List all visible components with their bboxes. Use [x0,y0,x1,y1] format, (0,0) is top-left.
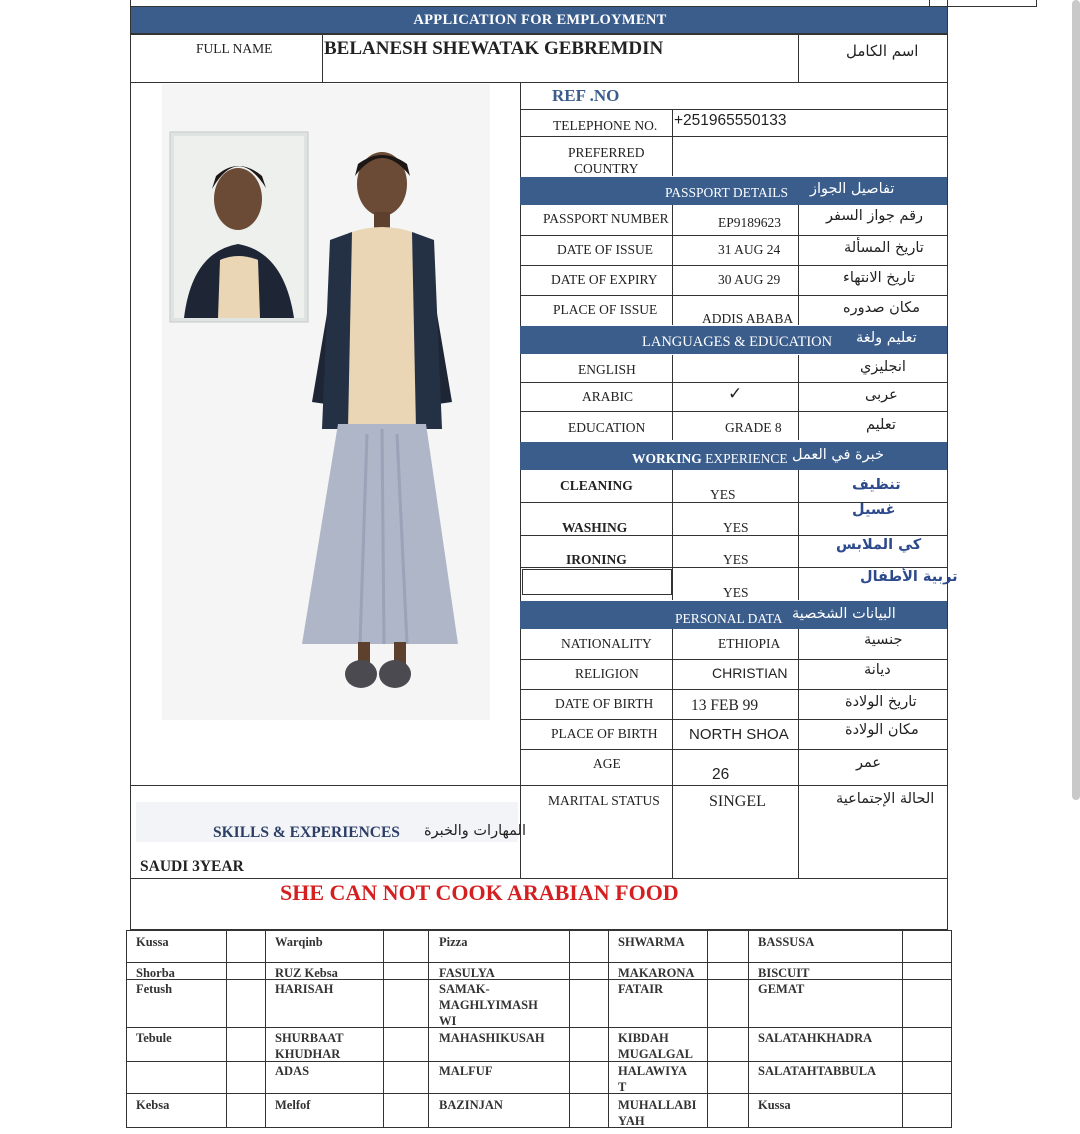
place-of-issue-label: PLACE OF ISSUE [553,302,658,317]
cleaning-value: YES [710,487,736,502]
dob-value: 13 FEB 99 [691,697,759,714]
arabic-label: ARABIC [582,389,634,404]
food-item: BISCUIT [758,966,810,980]
education-value: GRADE 8 [725,420,782,435]
food-item: GEMAT [758,982,805,996]
food-item: Warqinb [275,935,323,949]
food-item: BASSUSA [758,935,815,949]
food-item: Kussa [136,935,169,949]
food-item: KIBDAH MUGALGAL [618,1031,693,1061]
food-item: SAMAK- MAGHLYIMASH WI [439,982,538,1028]
food-item: FASULYA [439,966,495,980]
full-name-label: FULL NAME [196,41,273,56]
food-item: Kebsa [136,1098,170,1112]
food-item: Fetush [136,982,173,996]
date-of-expiry-ar: تاريخ الانتهاء [843,270,916,286]
telephone-value: +251965550133 [674,112,787,129]
passport-section-header: PASSPORT DETAILS تفاصيل الجواز [520,177,947,205]
cleaning-label: CLEANING [560,478,633,493]
foods-table [126,930,952,1128]
arabic-ar: عربى [865,387,898,403]
dob-ar: تاريخ الولادة [845,694,917,710]
washing-ar: غسيل [852,502,896,518]
cleaning-ar: تنظيف [852,477,901,493]
ironing-label: IRONING [566,552,627,567]
education-label: EDUCATION [568,420,646,435]
pob-ar: مكان الولادة [845,722,919,738]
nationality-label: NATIONALITY [561,636,652,651]
passport-number-label: PASSPORT NUMBER [543,211,669,226]
languages-section-header: LANGUAGES & EDUCATION تعليم ولغة [520,326,947,354]
experience-section-header: WORKING EXPERIENCE خبرة في العمل [520,442,947,470]
childcare-ar: تربية الأطفال [860,569,958,585]
date-of-expiry-label: DATE OF EXPIRY [551,272,658,287]
food-item: Shorba [136,966,175,980]
ref-no-label: REF .NO [552,86,620,105]
dob-label: DATE OF BIRTH [555,696,654,711]
nationality-ar: جنسية [864,632,903,648]
food-item: MAHASHIKUSAH [439,1031,545,1045]
food-item: MAKARONA [618,966,695,980]
scrollbar[interactable] [1072,0,1080,800]
preferred-country-label-2: COUNTRY [574,161,639,176]
ironing-ar: كي الملابس [836,537,922,553]
food-item: MUHALLABI YAH [618,1098,697,1128]
form-title-bar [130,6,948,34]
food-item: ADAS [275,1064,310,1078]
english-ar: انجليزي [860,359,906,375]
full-name-label-ar: اسم الكامل [846,42,919,60]
religion-ar: ديانة [864,662,891,678]
english-label: ENGLISH [578,362,636,377]
food-item: SALATAHTABBULA [758,1064,877,1078]
food-item: Kussa [758,1098,791,1112]
food-item: SHWARMA [618,935,685,949]
place-of-issue-ar: مكان صدوره [843,300,920,316]
place-of-issue-value: ADDIS ABABA [702,311,794,326]
food-item: SHURBAAT KHUDHAR [275,1031,344,1061]
age-value: 26 [712,766,730,783]
arabic-check: ✓ [728,384,743,403]
washing-value: YES [723,520,749,535]
passport-number-ar: رقم جواز السفر [826,208,924,224]
food-item: Melfof [275,1098,311,1112]
marital-status-ar: الحالة الإجتماعية [836,791,935,807]
food-item: MALFUF [439,1064,493,1078]
applicant-photo [162,84,490,720]
skills-value: SAUDI 3YEAR [140,858,244,875]
full-name-value: BELANESH SHEWATAK GEBREMDIN [324,38,664,59]
preferred-country-label-1: PREFERRED [568,145,645,160]
religion-label: RELIGION [575,666,639,681]
personal-section-header: PERSONAL DATA البيانات الشخصية [520,601,947,629]
food-item: SALATAHKHADRA [758,1031,873,1045]
marital-status-label: MARITAL STATUS [548,793,660,808]
form-title: APPLICATION FOR EMPLOYMENT [413,12,667,28]
age-ar: عمر [856,755,882,771]
date-of-issue-value: 31 AUG 24 [718,242,781,257]
education-ar: تعليم [866,417,896,433]
washing-label: WASHING [562,520,628,535]
food-item: FATAIR [618,982,664,996]
food-item: Tebule [136,1031,172,1045]
date-of-issue-label: DATE OF ISSUE [557,242,654,257]
ironing-value: YES [723,552,749,567]
food-item: BAZINJAN [439,1098,503,1112]
childcare-value: YES [723,585,749,600]
skills-label: SKILLS & EXPERIENCES [213,824,400,841]
cooking-warning: SHE CAN NOT COOK ARABIAN FOOD [280,880,679,905]
pob-value: NORTH SHOA [689,726,789,743]
date-of-expiry-value: 30 AUG 29 [718,272,781,287]
pob-label: PLACE OF BIRTH [551,726,658,741]
marital-status-value: SINGEL [709,793,766,810]
food-item: HALAWIYA T [618,1064,688,1094]
passport-number-value: EP9189623 [718,215,782,230]
food-item: Pizza [439,935,468,949]
religion-value: CHRISTIAN [712,665,788,681]
skills-label-ar: المهارات والخبرة [424,823,527,839]
nationality-value: ETHIOPIA [718,636,781,651]
age-label: AGE [593,756,621,771]
date-of-issue-ar: تاريخ المسألة [844,240,924,256]
telephone-label: TELEPHONE NO. [553,118,658,133]
food-item: HARISAH [275,982,334,996]
food-item: RUZ Kebsa [275,966,338,980]
